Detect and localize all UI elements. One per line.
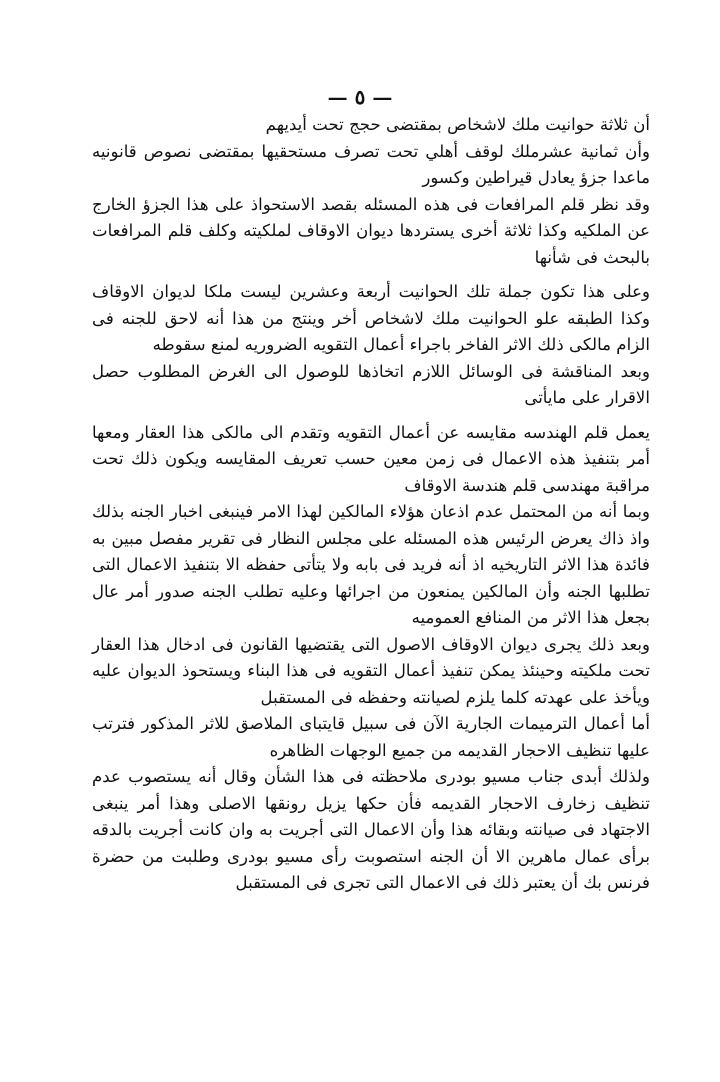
- paragraph-8: وبعد ذلك يجرى ديوان الاوقاف الاصول التى يقتضيها القانون فى ادخال هذا العقار تحت ملكيته وحينئذ يمكن تنفيذ أعمال التقويه فى هذا البناء ويستحوذ الديوان عليه ويأخذ على عهدته كلما يلزم لصيانته وحفظه فى المستقبل: [92, 634, 650, 707]
- paragraph-7: وبما أنه من المحتمل عدم اذعان هؤلاء المالكين لهذا الامر فينبغى اخبار الجنه بذلك واذ ذاك يعرض الرئيس هذه المسئله على مجلس النظار فى تقرير مفصل مبين به فائدة هذا الاثر التاريخيه اذ أنه فريد فى بابه ولا يتأتى حفظه الا بتنفيذ الاعمال التى تطلبها الجنه وأن المالكين يمنعون من اجرائها وعليه تطلب الجنه صدور أمر عال بجعل هذا الاثر من المنافع العموميه: [92, 502, 650, 627]
- paragraph-3: وقد نظر قلم المرافعات فى هذه المسئله بقصد الاستحواذ على هذا الجزؤ الخارج عن الملكيه وكذا ثلاثة أخرى يستردها ديوان الاوقاف لملكيته وكلف قلم المرافعات بالبحث فى شأنها: [92, 194, 650, 267]
- paragraph-2: وأن ثمانية عشرملك لوقف أهلي تحت تصرف مستحقيها بمقتضى نصوص قانونيه ماعدا جزؤ يعادل قيراطين وكسور: [92, 141, 650, 187]
- paragraph-9: أما أعمال الترميمات الجارية الآن فى سبيل قايتباى الملاصق للاثر المذكور فترتب عليها تنظيف الاحجار القديمه من جميع الوجهات الظاهره: [92, 714, 650, 760]
- paragraph-6: يعمل قلم الهندسه مقايسه عن أعمال التقويه وتقدم الى مالكى هذا العقار ومعها أمر بتنفيذ هذه الاعمال فى زمن معين حسب تعريف المقايسه ويكون ذلك تحت مراقبة مهندسى قلم هندسة الاوقاف: [92, 422, 650, 495]
- paragraph-10: ولذلك أبدى جناب مسيو بودرى ملاحظته فى هذا الشأن وقال أنه يستصوب عدم تنظيف زخارف الاحجار القديمه فأن حكها يزيل رونقها الاصلى وهذا أمر ينبغى الاجتهاد فى صيانته وبقائه هذا وأن الاعمال التى أجريت به وان كانت أجريت بالدقه برأى عمال ماهرين الا أن الجنه استصوبت رأى مسيو بودرى وطلبت من حضرة فرنس بك أن يعتبر ذلك فى الاعمال التى تجرى فى المستقبل: [92, 767, 650, 892]
- paragraph-4: وعلى هذا تكون جملة تلك الحوانيت أربعة وعشرين ليست ملكا لديوان الاوقاف وكذا الطبقه علو الحوانيت ملك لاشخاص أخر وينتج من هذا أنه لاحق للجنه فى الزام مالكى ذلك الاثر الفاخر باجراء أعمال التقويه الضروريه لمنع سقوطه: [92, 282, 650, 354]
- document-body: [92, 112, 650, 897]
- paragraph-5: وبعد المناقشة فى الوسائل اللازم اتخاذها للوصول الى الغرض المطلوب حصل الاقرار على مايأتى: [92, 361, 650, 407]
- page-number: — ٥ —: [327, 85, 393, 109]
- paragraph-1: أن ثلاثة حوانيت ملك لاشخاص بمقتضى حجج تحت أيديهم: [265, 115, 650, 134]
